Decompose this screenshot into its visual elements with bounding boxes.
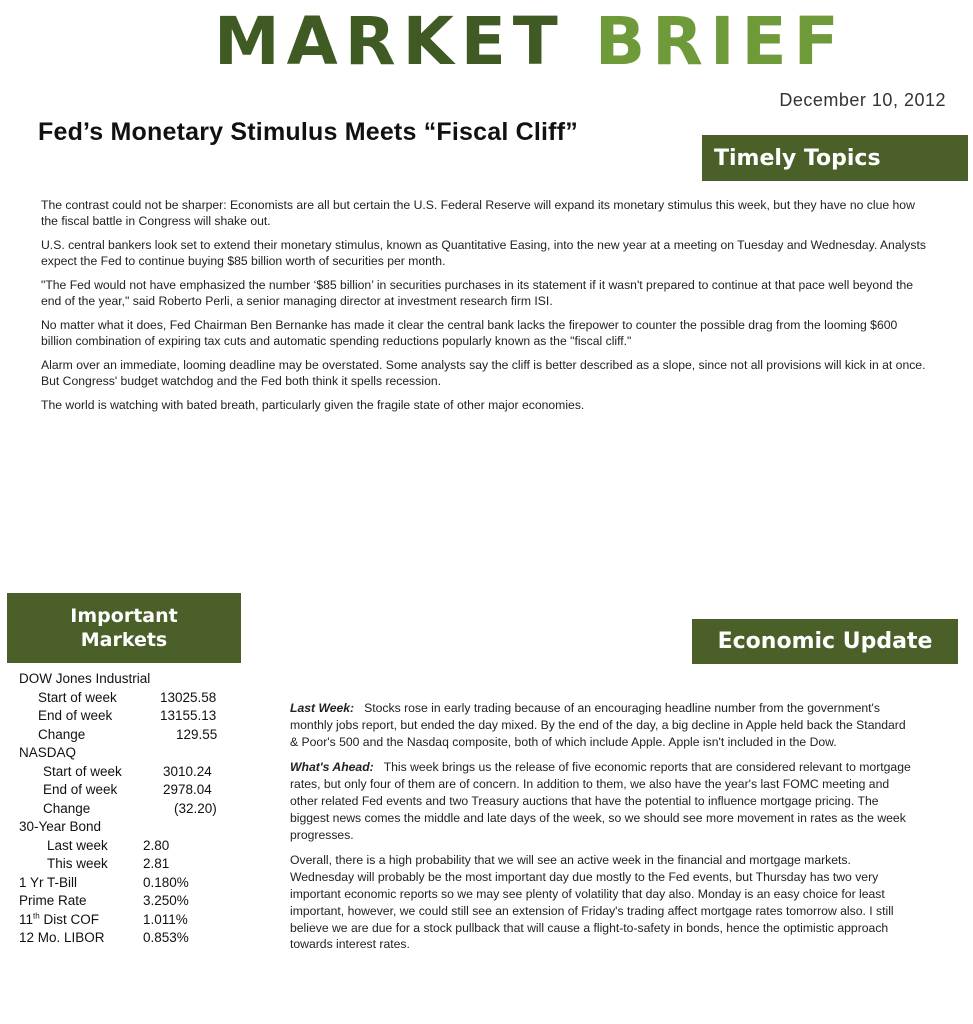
article-paragraph: "The Fed would not have emphasized the number ‘$85 billion’ in securities purchases in its statement if it wasn't prepared to continue at that pace well beyond the end of the year," said Roberto Perli, a senior managing director at investment research firm ISI. — [41, 278, 914, 308]
cof-label-rest: Dist COF — [43, 911, 99, 927]
article-paragraph: U.S. central bankers look set to extend their monetary stimulus, known as Quantitative Easing, into the new year at a meeting on Tuesday and Wednesday. Analysts expect the Fed to continue buying $85 billion worth of securities per month. — [41, 238, 926, 268]
article-paragraph: No matter what it does, Fed Chairman Ben Bernanke has made it clear the central bank lacks the firepower to counter the possible drag from the looming $600 billion combination of expiring tax cuts and automatic spending reductions popularly known as the "fiscal cliff." — [41, 318, 898, 348]
libor-label: 12 Mo. LIBOR — [19, 930, 105, 945]
article-headline: Fed’s Monetary Stimulus Meets “Fiscal Cliff” — [38, 118, 578, 146]
masthead-title — [214, 4, 964, 80]
prime-row — [19, 892, 249, 911]
dow-change-row — [19, 726, 249, 745]
libor-value: 0.853% — [143, 930, 189, 945]
cof-value: 1.011% — [143, 911, 188, 927]
dow-start-row — [19, 689, 249, 708]
cof-label-sup: th — [33, 911, 40, 920]
economic-update-label: Economic Update — [717, 629, 933, 654]
prime-label: Prime Rate — [19, 893, 87, 908]
bond-last-label: Last week — [47, 837, 108, 853]
nasdaq-start-label: Start of week — [43, 763, 122, 779]
article-paragraph: The world is watching with bated breath, particularly given the fragile state of other major economies. — [41, 398, 585, 412]
dow-title-row — [19, 670, 249, 689]
libor-row — [19, 929, 249, 948]
bond-title: 30-Year Bond — [19, 819, 102, 834]
masthead-market: MARKET — [214, 3, 565, 80]
bond-this-label: This week — [47, 856, 108, 871]
whats-ahead-lead: What's Ahead: — [290, 760, 374, 775]
tbill-row — [19, 874, 249, 893]
markets-table — [19, 670, 249, 948]
important-markets-header — [7, 593, 241, 663]
cof-row — [19, 911, 249, 930]
economic-update-header — [692, 619, 958, 664]
nasdaq-change-value: (32.20) — [174, 800, 217, 816]
article-paragraph: The contrast could not be sharper: Economists are all but certain the U.S. Federal Reserve will expand its monetary stimulus this week, but they have no clue how the fiscal battle in Congress will shake out. — [41, 198, 915, 228]
article-paragraph: Alarm over an immediate, looming deadline may be overstated. Some analysts say the cliff is better described as a slope, since not all provisions will kick in at once. But Congress' budget watchdog and the Fed both think it spells recession. — [41, 358, 926, 388]
nasdaq-end-row — [19, 781, 249, 800]
article-body — [41, 198, 926, 423]
tbill-label: 1 Yr T-Bill — [19, 874, 78, 890]
nasdaq-end-label: End of week — [43, 782, 118, 797]
cof-label-num: 11 — [19, 911, 34, 927]
important-markets-label-2: Markets — [80, 629, 168, 651]
last-week-lead: Last Week: — [290, 701, 355, 715]
bond-last-value: 2.80 — [143, 837, 170, 853]
nasdaq-title-row — [19, 744, 249, 763]
nasdaq-title: NASDAQ — [19, 745, 77, 760]
tbill-value: 0.180% — [143, 874, 189, 890]
timely-topics-label: Timely Topics — [714, 145, 881, 171]
dow-end-value: 13155.13 — [160, 708, 217, 723]
prime-value: 3.250% — [143, 893, 189, 908]
bond-last-row — [19, 837, 249, 856]
bond-this-value: 2.81 — [143, 856, 170, 871]
bond-this-row — [19, 855, 249, 874]
bond-title-row — [19, 818, 249, 837]
nasdaq-change-row — [19, 800, 249, 819]
dow-start-value: 13025.58 — [160, 689, 217, 705]
whats-ahead-text: This week brings us the release of five economic reports that are considered relevant to mortgage rates, but only four of them are of concern. In addition to them, we also have the year's last FOMC meeting and other related Fed events and two Treasury auctions that have the potential to influence mortgage pricing. The biggest news comes the middle and late days of the week, so we should see more movement in rates as the week progresses. — [290, 760, 911, 842]
nasdaq-end-value: 2978.04 — [163, 782, 212, 797]
dow-title: DOW Jones Industrial — [19, 671, 151, 686]
cof-label — [19, 911, 99, 930]
last-week-paragraph — [290, 700, 915, 750]
nasdaq-change-label: Change — [43, 800, 91, 816]
whats-ahead-paragraph — [290, 759, 915, 843]
masthead-brief: BRIEF — [594, 3, 846, 80]
dow-end-row — [19, 707, 249, 726]
dow-change-label: Change — [38, 726, 86, 742]
economic-update-body — [290, 700, 915, 962]
dow-change-value: 129.55 — [176, 726, 218, 742]
important-markets-label-1: Important — [70, 605, 178, 627]
nasdaq-start-row — [19, 763, 249, 782]
last-week-text: Stocks rose in early trading because of an encouraging headline number from the government's monthly jobs report, but ended the day mixed. By the end of the day, a big decline in Apple held back the Standard & Poor's 500 and the Nasdaq composite, both of which include Apple. Apple isn't included in the Dow. — [290, 701, 906, 749]
dow-start-label: Start of week — [38, 689, 117, 705]
overall-paragraph: Overall, there is a high probability that we will see an active week in the financial and mortgage markets. Wednesday will probably be the most important day due mostly to the Fed events, but Thursday has two very important economic reports so we may see plenty of volatility that day also. Monday is an easy choice for least important, however, we could still see an extension of Friday's trading affect mortgage rates tomorrow also. I still believe we are due for a stock pullback that will cause a flight-to-safety in bonds, hence the optimistic approach towards interest rates. — [290, 853, 894, 952]
issue-date: December 10, 2012 — [779, 90, 946, 110]
nasdaq-start-value: 3010.24 — [163, 763, 212, 779]
timely-topics-header — [702, 135, 968, 181]
dow-end-label: End of week — [38, 708, 113, 723]
